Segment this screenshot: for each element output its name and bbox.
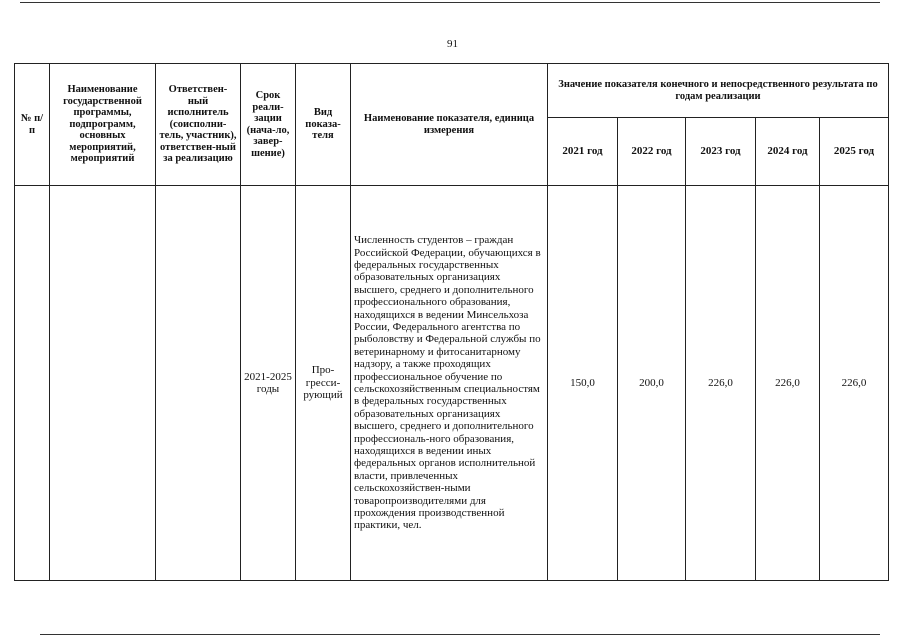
cell-term: 2021-2025 годы	[241, 186, 296, 581]
header-term: Срок реали-зации (нача-ло, завер-шение)	[241, 64, 296, 186]
header-value-group: Значение показателя конечного и непосредственного результата по годам реализации	[548, 64, 889, 118]
header-program: Наименование государственной программы, подпрограмм, основных мероприятий, мероприятий	[50, 64, 156, 186]
scan-edge-top	[20, 2, 880, 3]
cell-kind: Про-гресси-рующий	[296, 186, 351, 581]
header-indicator: Наименование показателя, единица измерения	[351, 64, 548, 186]
cell-indicator: Численность студентов – граждан Российской Федерации, обучающихся в федеральных государственных образовательных организациях высшего, среднего и дополнительного профессионального образования, находящихся в ведении Минсельхоза России, Федерального агентства по рыболовству и Федеральной службы по ветеринарному и фитосанитарному надзору, а также проходящих профессиональное обучение по сельскохозяйственным специальностям в федеральных государственных образовательных организациях высшего, среднего и дополнительного профессиональ-ного образования, находящихся в ведении иных федеральных органов исполнительной власти, привлеченных сельскохозяйствен-ными товаропроизводителями для прохождения производственной практики, чел.	[351, 186, 548, 581]
cell-executor	[156, 186, 241, 581]
page-number: 91	[447, 38, 458, 50]
cell-value-2022: 200,0	[618, 186, 686, 581]
header-year-2025: 2025 год	[820, 118, 889, 186]
header-year-2023: 2023 год	[686, 118, 756, 186]
cell-value-2024: 226,0	[756, 186, 820, 581]
table-row	[15, 186, 889, 581]
header-year-2024: 2024 год	[756, 118, 820, 186]
cell-num	[15, 186, 50, 581]
indicator-table	[14, 63, 889, 581]
cell-program	[50, 186, 156, 581]
header-num: № п/п	[15, 64, 50, 186]
header-year-2022: 2022 год	[618, 118, 686, 186]
scan-edge-bottom	[40, 634, 880, 635]
cell-value-2021: 150,0	[548, 186, 618, 581]
cell-value-2025: 226,0	[820, 186, 889, 581]
header-executor: Ответствен-ный исполнитель (соисполни-тель, участник), ответствен-ный за реализацию	[156, 64, 241, 186]
header-kind: Вид показа-теля	[296, 64, 351, 186]
cell-value-2023: 226,0	[686, 186, 756, 581]
header-year-2021: 2021 год	[548, 118, 618, 186]
